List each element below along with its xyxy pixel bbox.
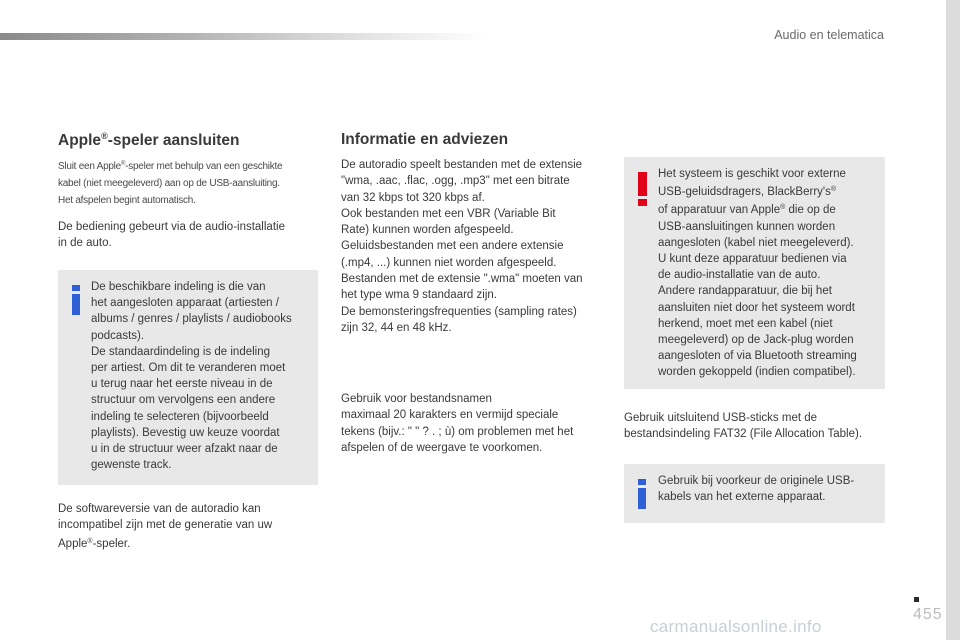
- apple-intro: Sluit een Apple®-speler met behulp van een geschikte kabel (niet meegeleverd) aan op de USB-aansluiting. Het afspelen begint automatisch.: [58, 161, 283, 206]
- watermark: carmanualsonline.info: [650, 617, 822, 636]
- info-heading: Informatie en adviezen: [341, 131, 509, 148]
- warning-box: [624, 157, 885, 389]
- section-title: Audio en telematica: [774, 28, 884, 42]
- header-decorative-bar: [0, 33, 490, 40]
- page-marker-dot: [914, 597, 919, 602]
- cable-tip-text: Gebruik bij voorkeur de originele USB- kabels van het externe apparaat.: [658, 475, 855, 504]
- apple-info-text: De beschikbare indeling is die van het aangesloten apparaat (artiesten / albums / genres / playlists / audiobooks podcasts). De standaardindeling is de indeling per artiest. Om dit te veranderen moet u terug naar het eerste niveau in de structuur om vervolgens een andere indeling te selecteren (bijvoorbeeld playlists). Bevestig uw keuze voordat u in de structuur weer afzakt naar de gewenste track.: [91, 281, 292, 472]
- apple-control-text: De bediening gebeurt via de audio-installatie in de auto.: [58, 221, 285, 250]
- apple-software-text: De softwareversie van de autoradio kan incompatibel zijn met de generatie van uw Apple®-speler.: [58, 503, 273, 550]
- info-formats-text: De autoradio speelt bestanden met de extensie "wma, .aac, .flac, .ogg, .mp3" met een bitrate van 32 kbps tot 320 kbps af. Ook bestanden met een VBR (Variable Bit Rate) kunnen worden afgespeeld. Geluidsbestanden met een andere extensie (.mp4, ...) kunnen niet worden afgespeeld. Bestanden met de extensie ".wma" moeten van het type wma 9 standaard zijn. De bemonsteringsfrequenties (sampling rates) zijn 32, 44 en 48 kHz.: [341, 159, 583, 334]
- page-number: 455: [913, 606, 943, 623]
- apple-heading: Apple®-speler aansluiten: [58, 131, 240, 149]
- cable-tip-box: [624, 464, 885, 523]
- info-filenames-text: Gebruik voor bestandsnamen maximaal 20 karakters en vermijd speciale tekens (bijv.: " " ? . ; ù) om problemen met het afspelen of de weergave te voorkomen.: [341, 393, 574, 454]
- page-edge-strip: [946, 0, 960, 640]
- warning-text: Het systeem is geschikt voor externe USB-geluidsdragers, BlackBerry's® of apparatuur van Apple® die op de USB-aansluitingen kunnen worden aangesloten (kabel niet meegeleverd). U kunt deze apparatuur bedienen via de audio-installatie van de auto. Andere randapparatuur, die bij het aansluiten niet door het systeem wordt herkend, moet met een kabel (niet meegeleverd) op de Jack-plug worden aangesloten of via Bluetooth streaming worden gekoppeld (indien compatibel).: [658, 168, 857, 379]
- apple-info-box: [58, 270, 318, 485]
- usb-sticks-text: Gebruik uitsluitend USB-sticks met de bestandsindeling FAT32 (File Allocation Table).: [624, 412, 863, 441]
